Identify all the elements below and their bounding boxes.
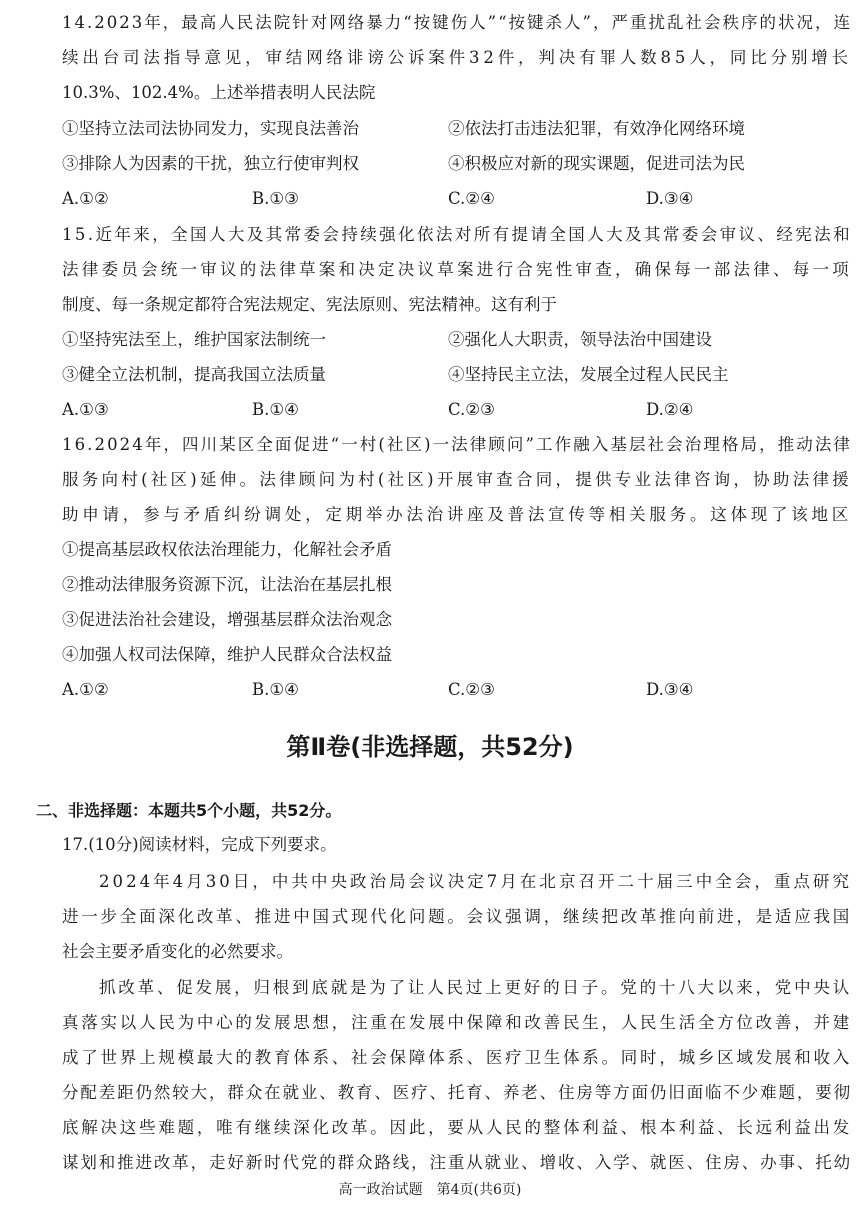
q15-statement-2: ②强化人大职责，领导法治中国建设 [448,330,712,349]
q15-choices [62,399,852,421]
q15-line-3: 制度、每一条规定都符合宪法规定、宪法原则、宪法精神。这有利于 [62,295,557,314]
q17-line-6: 成了世界上规模最大的教育体系、社会保障体系、医疗卫生体系。同时，城乡区域发展和收入 [62,1048,852,1067]
q17-line-2: 进一步全面深化改革、推进中国式现代化问题。会议强调，继续把改革推向前进，是适应我国 [62,907,852,926]
q14-line-3: 10.3%、102.4%。上述举措表明人民法院 [62,83,376,102]
page-footer: 高一政治试题 第4页(共6页) [338,1182,522,1198]
q17-line-9: 谋划和推进改革，走好新时代党的群众路线，注重从就业、增收、入学、就医、住房、办事、托幼 [62,1153,852,1172]
q14-statement-1: ①坚持立法司法协同发力，实现良法善治 [62,119,359,138]
section-title: 第Ⅱ卷(非选择题，共52分) [286,733,574,761]
q14-choice-d: D.③④ [646,189,694,208]
q14-choice-b: B.①③ [252,189,299,208]
q15-statements-row-1 [62,329,852,351]
q17-line-4: 抓改革、促发展，归根到底就是为了让人民过上更好的日子。党的十八大以来，党中央认 [99,978,852,997]
q14-statements-row-1 [62,118,852,140]
q16-choices [62,679,852,701]
q15-choice-c: C.②③ [448,400,495,419]
q16-choice-a: A.①② [62,680,109,699]
q15-choice-a: A.①③ [62,400,109,419]
q14-line-2: 续出台司法指导意见，审结网络诽谤公诉案件32件，判决有罪人数85人，同比分别增长 [62,48,852,67]
q17-line-5: 真落实以人民为中心的发展思想，注重在发展中保障和改善民生，人民生活全方位改善，并建 [62,1013,852,1032]
q16-choice-b: B.①④ [252,680,299,699]
q15-statement-3: ③健全立法机制，提高我国立法质量 [62,365,326,384]
q14-choice-a: A.①② [62,189,109,208]
q16-line-1: 16.2024年，四川某区全面促进“一村(社区)一法律顾问”工作融入基层社会治理格局，推动法律 [62,435,852,454]
q17-line-8: 底解决这些难题，唯有继续深化改革。因此，要从人民的整体利益、根本利益、长远利益出发 [62,1118,852,1137]
q15-statements-row-2 [62,364,852,386]
q16-choice-d: D.③④ [646,680,694,699]
q16-statement-2: ②推动法律服务资源下沉，让法治在基层扎根 [62,575,392,594]
q17-line-3: 社会主要矛盾变化的必然要求。 [62,942,293,961]
q14-choices [62,188,852,210]
q15-line-2: 法律委员会统一审议的法律草案和决定决议草案进行合宪性审查，确保每一部法律、每一项 [62,260,852,279]
q16-statement-4: ④加强人权司法保障，维护人民群众合法权益 [62,645,392,664]
section-heading: 二、非选择题：本题共5个小题，共52分。 [36,801,342,820]
q16-choice-c: C.②③ [448,680,495,699]
q14-line-1: 14.2023年，最高人民法院针对网络暴力“按键伤人”“按键杀人”，严重扰乱社会秩序的状况，连 [62,13,852,32]
q15-choice-b: B.①④ [252,400,299,419]
q16-statement-3: ③促进法治社会建设，增强基层群众法治观念 [62,610,392,629]
q17-header: 17.(10分)阅读材料，完成下列要求。 [62,835,337,854]
q15-statement-1: ①坚持宪法至上，维护国家法制统一 [62,330,326,349]
q14-statement-3: ③排除人为因素的干扰，独立行使审判权 [62,154,359,173]
q15-statement-4: ④坚持民主立法，发展全过程人民民主 [448,365,729,384]
q17-line-1: 2024年4月30日，中共中央政治局会议决定7月在北京召开二十届三中全会，重点研究 [99,872,852,891]
q14-statements-row-2 [62,153,852,175]
q14-statement-2: ②依法打击违法犯罪，有效净化网络环境 [448,119,745,138]
q15-line-1: 15.近年来，全国人大及其常委会持续强化依法对所有提请全国人大及其常委会审议、经宪法和 [62,225,852,244]
q16-line-2: 服务向村(社区)延伸。法律顾问为村(社区)开展审查合同，提供专业法律咨询，协助法律援 [62,470,852,489]
q17-line-7: 分配差距仍然较大，群众在就业、教育、医疗、托育、养老、住房等方面仍旧面临不少难题，要彻 [62,1083,852,1102]
q16-line-3: 助申请，参与矛盾纠纷调处，定期举办法治讲座及普法宣传等相关服务。这体现了该地区 [62,505,852,524]
q16-statement-1: ①提高基层政权依法治理能力，化解社会矛盾 [62,540,392,559]
q15-choice-d: D.②④ [646,400,694,419]
q14-statement-4: ④积极应对新的现实课题，促进司法为民 [448,154,745,173]
q14-choice-c: C.②④ [448,189,495,208]
